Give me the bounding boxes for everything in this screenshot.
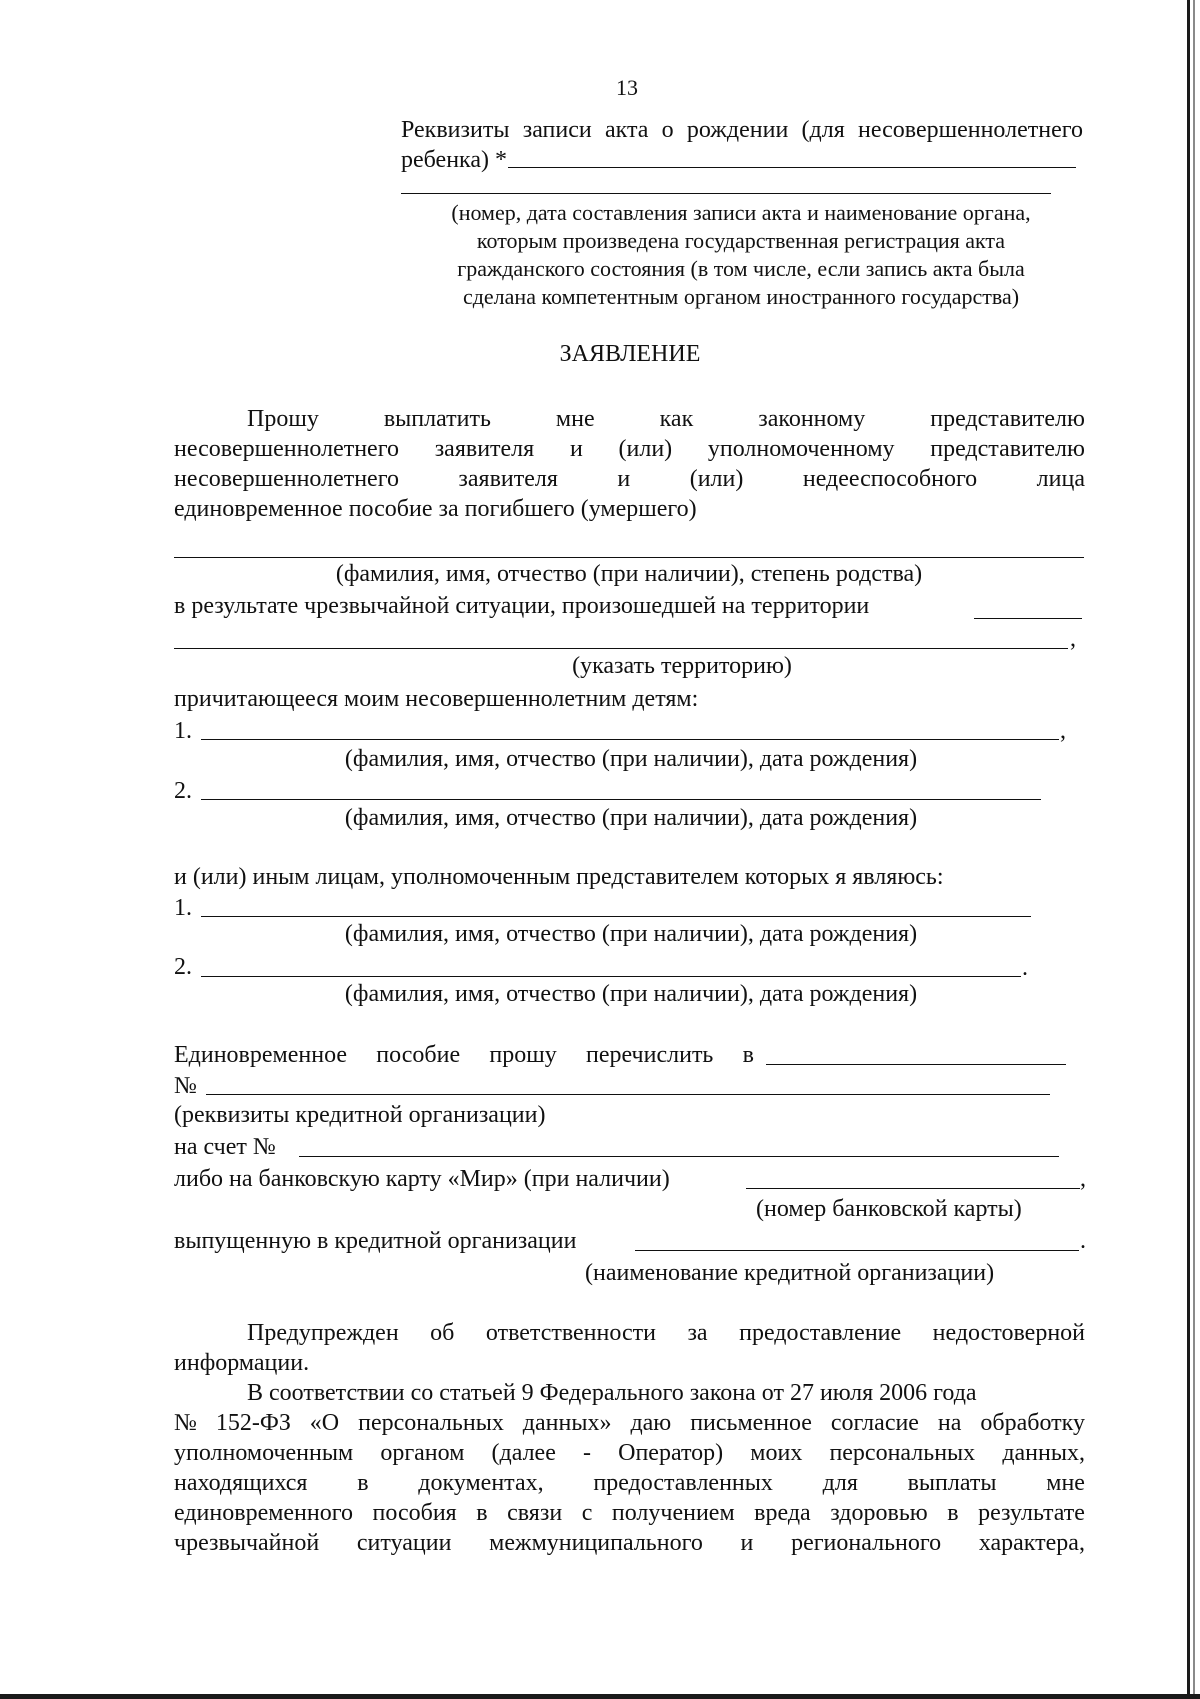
word: Реквизиты [401,117,510,143]
page-number: 13 [616,75,638,100]
word: недостоверной [932,1320,1085,1346]
word: Прошу [247,406,319,432]
word: (для [801,117,845,143]
issuer-label: выпущенную в кредитной организации [174,1228,577,1254]
header-note-line: гражданского состояния (в том числе, если запись акта была [457,256,1025,281]
word: чрезвычайной [174,1530,320,1556]
word: - [583,1440,591,1466]
header-note-line: (номер, дата составления записи акта и наименование органа, [451,200,1031,225]
word: моих [750,1440,803,1466]
word: Предупрежден [247,1320,399,1346]
other-1-field-line[interactable] [201,916,1031,917]
word: представителю [930,406,1085,432]
territory-comma: , [1070,626,1076,652]
word: 152-ФЗ [215,1410,291,1436]
deceased-caption: (фамилия, имя, отчество (при наличии), степень родства) [335,561,923,587]
bank-number-field-line[interactable] [206,1094,1050,1095]
consent-line-5 [174,1499,1085,1527]
word: уполномоченным [174,1440,354,1466]
consent-line-6 [174,1529,1085,1557]
word: записи [522,117,592,143]
word: данных» [522,1410,612,1436]
word: документах, [418,1470,544,1496]
page-frame-right [1187,0,1190,1699]
word: выплаты [907,1470,997,1496]
child-1-number: 1. [174,718,192,744]
child-1-caption: (фамилия, имя, отчество (при наличии), дата рождения) [344,746,918,772]
word: перечислить [586,1042,714,1068]
territory-field-line[interactable] [974,618,1082,619]
word: лица [1036,466,1085,492]
word: «О [309,1410,340,1436]
territory-field-line-2[interactable] [174,648,1068,649]
word: прошу [489,1042,557,1068]
word: как [659,406,694,432]
card-caption: (номер банковской карты) [756,1196,1022,1222]
consent-line-3 [174,1439,1085,1467]
word: персональных [358,1410,504,1436]
word: единовременного [174,1500,353,1526]
word: предоставление [739,1320,902,1346]
word: акта [604,117,649,143]
word: получением [611,1500,735,1526]
word: вреда [754,1500,811,1526]
child-2-field-line[interactable] [201,799,1041,800]
word: мне [1046,1470,1085,1496]
birth-record-field-line-2[interactable] [401,193,1051,194]
other-1-number: 1. [174,895,192,921]
request-line-1 [247,405,1085,433]
word: в [357,1470,369,1496]
word: № [174,1410,197,1436]
consent-line-1: В соответствии со статьей 9 Федерального закона от 27 июля 2006 года [247,1380,977,1406]
card-comma: , [1080,1166,1086,1192]
word: за [687,1320,708,1346]
issuer-caption: (наименование кредитной организации) [585,1260,995,1286]
word: Оператор) [618,1440,724,1466]
word: рождении [686,117,789,143]
word: несовершеннолетнего [174,436,399,462]
word: на [937,1410,962,1436]
territory-label: в результате чрезвычайной ситуации, произошедшей на территории [174,593,870,619]
warning-line-2: информации. [174,1350,310,1376]
header-line-2: ребенка) * [401,147,507,173]
word: согласие [830,1410,919,1436]
word: в [742,1042,754,1068]
header-line-1 [401,116,1083,144]
header-note-line: сделана компетентным органом иностранного государства) [462,284,1020,309]
word: даю [630,1410,672,1436]
word: ситуации [356,1530,452,1556]
page-frame-bottom [0,1694,1200,1699]
word: о [661,117,674,143]
word: недееспособного [802,466,978,492]
other-2-caption: (фамилия, имя, отчество (при наличии), дата рождения) [344,981,918,1007]
deceased-name-field-line[interactable] [174,557,1084,558]
word: характера, [978,1530,1085,1556]
other-2-number: 2. [174,954,192,980]
word: межмуниципального [489,1530,703,1556]
word: и [740,1530,754,1556]
page-frame-right-shadow [1193,0,1195,1699]
header-note-line: которым произведена государственная регистрация акта [476,228,1006,253]
children-intro: причитающееся моим несовершеннолетним детям: [174,686,699,712]
word: и [569,436,583,462]
warning-line-1 [247,1319,1085,1347]
birth-record-field-line[interactable] [508,167,1076,168]
card-field-line[interactable] [746,1188,1080,1189]
word: выплатить [383,406,491,432]
request-line-2 [174,435,1085,463]
word: персональных [829,1440,976,1466]
card-label: либо на банковскую карту «Мир» (при наличии) [174,1166,670,1192]
word: несовершеннолетнего [858,117,1083,143]
other-2-field-line[interactable] [201,976,1021,977]
word: здоровью [830,1500,928,1526]
word: (далее [491,1440,556,1466]
word: Единовременное [174,1042,348,1068]
issuer-end: . [1080,1228,1086,1254]
word: (или) [618,436,673,462]
bank-caption: (реквизиты кредитной организации) [174,1102,546,1128]
word: с [581,1500,593,1526]
account-label: на счет № [174,1134,276,1160]
word: регионального [791,1530,942,1556]
bank-field-line[interactable] [766,1064,1066,1065]
document-title: ЗАЯВЛЕНИЕ [559,341,701,367]
word: для [822,1470,858,1496]
word: несовершеннолетнего [174,466,399,492]
child-1-end: , [1060,718,1066,744]
word: пособия [372,1500,457,1526]
child-2-caption: (фамилия, имя, отчество (при наличии), дата рождения) [344,805,918,831]
word: (или) [689,466,744,492]
child-1-field-line[interactable] [201,739,1059,740]
word: данных, [1002,1440,1085,1466]
other-2-end: . [1022,955,1028,981]
word: предоставленных [593,1470,773,1496]
payment-line-1 [174,1041,754,1069]
territory-caption: (указать территорию) [572,653,792,679]
word: заявителя [434,436,535,462]
account-field-line[interactable] [299,1156,1059,1157]
word: пособие [376,1042,461,1068]
word: в [476,1500,488,1526]
word: обработку [980,1410,1085,1436]
word: связи [507,1500,563,1526]
consent-line-2 [174,1409,1085,1437]
others-intro: и (или) иным лицам, уполномоченным представителем которых я являюсь: [174,864,944,890]
word: законному [758,406,866,432]
word: результате [978,1500,1085,1526]
word: уполномоченному [707,436,895,462]
word: органом [380,1440,465,1466]
other-1-caption: (фамилия, имя, отчество (при наличии), дата рождения) [344,921,918,947]
word: представителю [930,436,1085,462]
word: мне [555,406,595,432]
word: в [947,1500,959,1526]
request-line-3 [174,465,1085,493]
number-label: № [174,1073,197,1099]
word: об [430,1320,455,1346]
request-line-4: единовременное пособие за погибшего (умершего) [174,496,697,522]
issuer-field-line[interactable] [635,1250,1079,1251]
child-2-number: 2. [174,778,192,804]
word: и [617,466,631,492]
word: находящихся [174,1470,308,1496]
word: ответственности [485,1320,656,1346]
word: заявителя [458,466,558,492]
word: письменное [690,1410,812,1436]
consent-line-4 [174,1469,1085,1497]
